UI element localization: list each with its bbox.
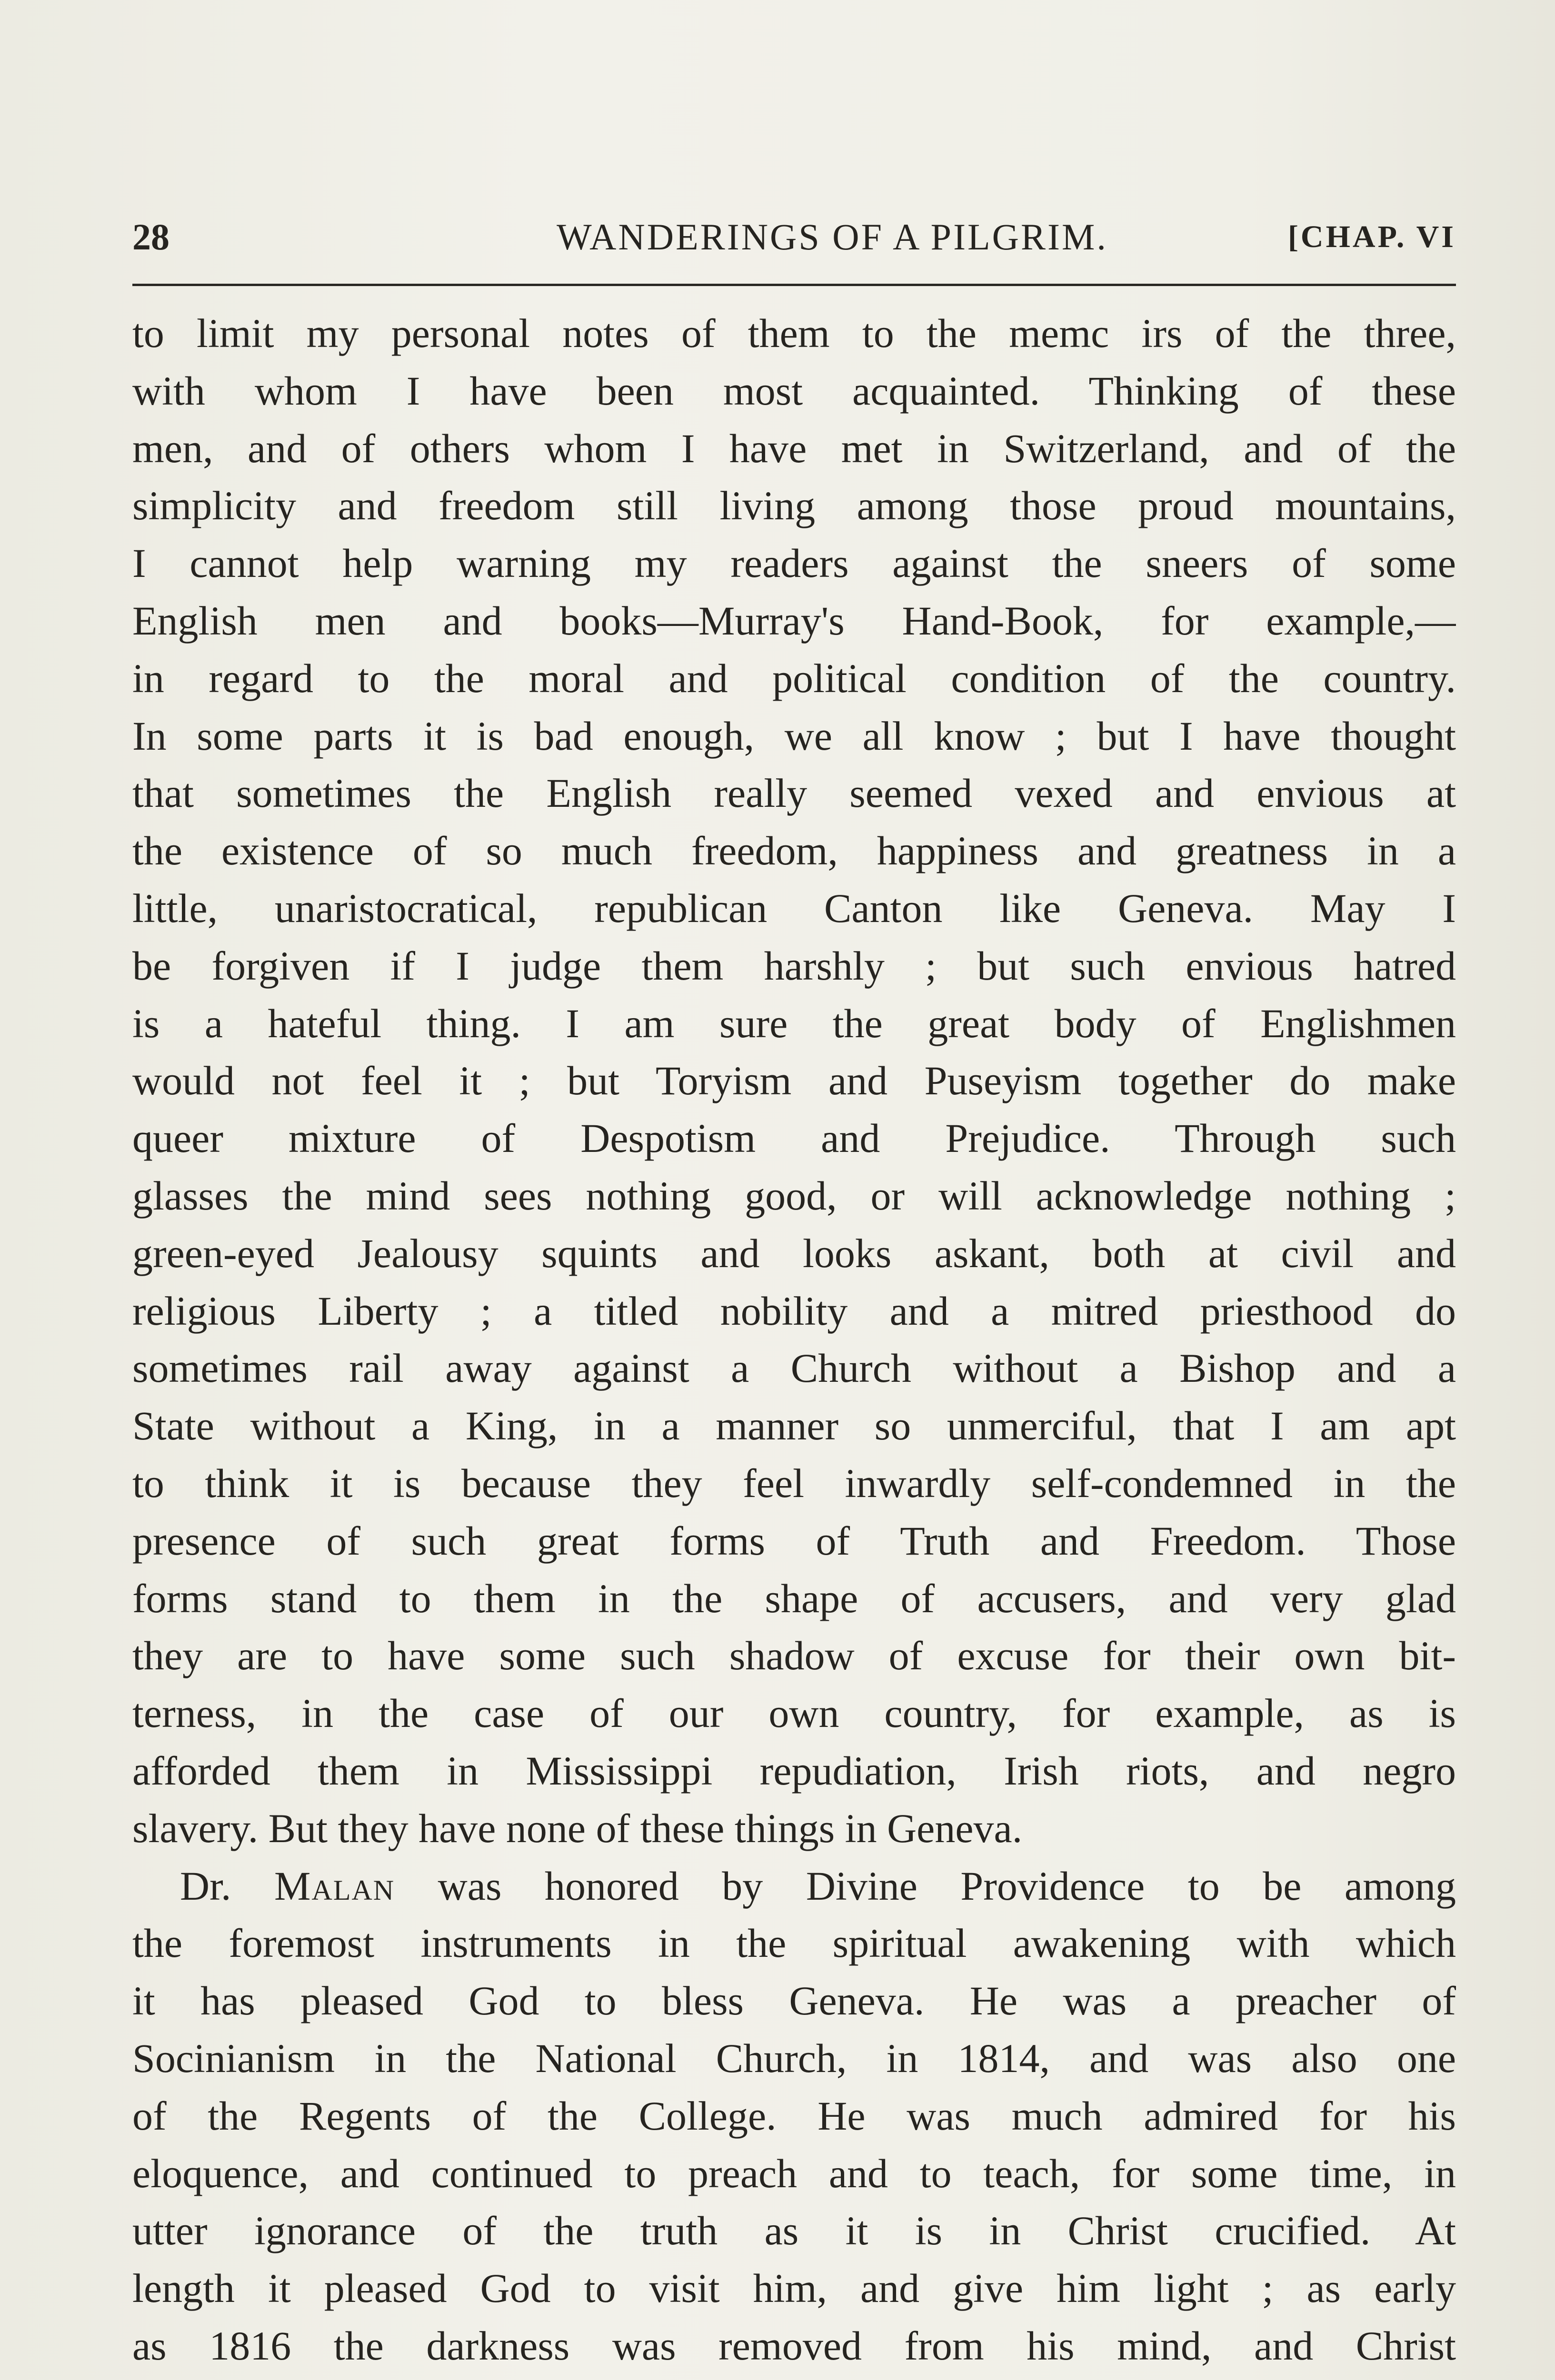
text-line: would not feel it ; but Toryism and Puseyism together do make (132, 1058, 1456, 1104)
page-number: 28 (132, 216, 169, 258)
chapter-reference: [CHAP. VI (1287, 219, 1456, 254)
honorific: Dr. (180, 1863, 231, 1909)
text-line: length it pleased God to visit him, and give him light ; as early (132, 2265, 1456, 2311)
text-line: eloquence, and continued to preach and to teach, for some time, in (132, 2150, 1456, 2196)
text-line: glasses the mind sees nothing good, or will acknowledge nothing ; (132, 1172, 1456, 1219)
text-line: as 1816 the darkness was removed from his mind, and Christ (132, 2322, 1456, 2369)
text-line: Socinianism in the National Church, in 1814, and was also one (132, 2035, 1456, 2081)
text-line: with whom I have been most acquainted. Thinking of these (132, 367, 1456, 414)
text-line: that sometimes the English really seemed vexed and envious at (132, 770, 1456, 816)
text-line: slavery. But they have none of these things in Geneva. (132, 1805, 1023, 1851)
text-line: green-eyed Jealousy squints and looks askant, both at civil and (132, 1230, 1456, 1276)
header-rule (132, 284, 1456, 286)
text-line: it has pleased God to bless Geneva. He was a preacher of (132, 1978, 1456, 2024)
text-line: they are to have some such shadow of excuse for their own bit- (132, 1633, 1456, 1679)
text-line: to think it is because they feel inwardly self-condemned in the (132, 1460, 1456, 1506)
text-line: sometimes rail away against a Church without a Bishop and a (132, 1345, 1456, 1391)
text-line: religious Liberty ; a titled nobility and a mitred priesthood do (132, 1288, 1456, 1334)
body-text (132, 305, 1456, 2380)
text-line: afforded them in Mississippi repudiation, Irish riots, and negro (132, 1747, 1456, 1794)
text-line: queer mixture of Despotism and Prejudice. Through such (132, 1115, 1456, 1161)
line-remainder: was honored by Divine Providence to be among (438, 1863, 1456, 1909)
text-line: I cannot help warning my readers against the sneers of some (132, 540, 1456, 586)
text-line: presence of such great forms of Truth and Freedom. Those (132, 1517, 1456, 1564)
text-line: be forgiven if I judge them harshly ; but such envious hatred (132, 942, 1456, 989)
text-line: is a hateful thing. I am sure the great body of Englishmen (132, 1000, 1456, 1046)
text-line: in regard to the moral and political condition of the country. (132, 655, 1456, 701)
text-line: English men and books—Murray's Hand-Book, for example,— (132, 597, 1456, 644)
text-line: State without a King, in a manner so unmerciful, that I am apt (132, 1403, 1456, 1449)
text-line: men, and of others whom I have met in Switzerland, and of the (132, 425, 1456, 471)
text-line: the existence of so much freedom, happiness and greatness in a (132, 828, 1456, 874)
text-line: In some parts it is bad enough, we all know ; but I have thought (132, 713, 1456, 759)
paragraph-first-line (132, 1857, 1456, 1915)
page-header (132, 209, 1456, 267)
text-line: to limit my personal notes of them to the memc irs of the three, (132, 310, 1456, 356)
text-line: utter ignorance of the truth as it is in Christ crucified. At (132, 2208, 1456, 2254)
person-name: Malan (274, 1863, 395, 1909)
text-line: little, unaristocratical, republican Canton like Geneva. May I (132, 885, 1456, 931)
text-line: the foremost instruments in the spiritual awakening with which (132, 1920, 1456, 1966)
text-line (132, 2375, 1456, 2380)
text-line: simplicity and freedom still living among those proud mountains, (132, 483, 1456, 529)
text-line: terness, in the case of our own country, for example, as is (132, 1690, 1456, 1736)
text-line: of the Regents of the College. He was much admired for his (132, 2092, 1456, 2139)
text-line: forms stand to them in the shape of accusers, and very glad (132, 1575, 1456, 1621)
running-title: WANDERINGS OF A PILGRIM. (557, 216, 1108, 258)
